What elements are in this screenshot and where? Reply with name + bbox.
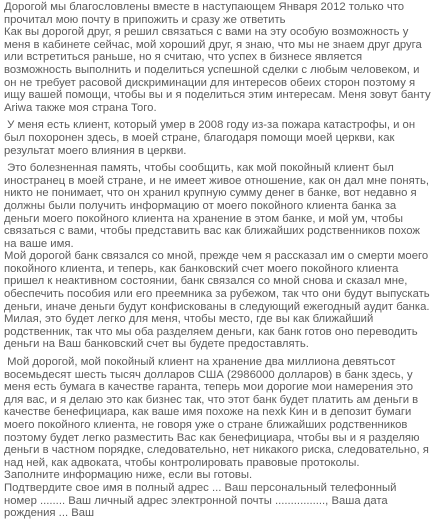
letter-greeting: Дорогой мы благословлены вместе в наступающем Января 2012 только что прочитал мою почту в припожить и сразу же ответить: [4, 1, 408, 26]
letter-proposal: Милая, это будет легко для меня, чтобы место, где вы как ближайший родственник, так что мы оба разделяем деньги, как банк готов оно переводить деньги на Ваш банковский счет вы будете предоставлять.: [4, 313, 421, 351]
letter-deposit-story: Это болезненная память, чтобы сообщить, как мой покойный клиент был иностранец в моей стране, и не имеет живое отношение, как он дал мне понять, никто не понимает, что он хранил крупную сумму денег в банке, вот недавно я должны были получить информацию от моего покойного клиента банка за деньги моего покойного клиента на хранение в этом банке, и мой ум, чтобы связаться с вами, чтобы представить вас как ближайших родственников похож на ваше имя.: [4, 162, 433, 250]
letter-introduction: Как вы дорогой друг, я решил связаться с вами на эту особую возможность у меня в кабинете сейчас, мой хороший друг, я знаю, что мы не знаем друг друга или встретиться раньше, но я считаю, что успех в бизнесе является возможность выполнить и поделиться успешной сделки с любым человеком, и он не требует расовой дискриминации для интересов обеих сторон поэтому я ищу вашей помощи, чтобы вы и я поделиться этим интересам. Меня зовут банту Ariwa также моя страна Того.: [4, 26, 434, 114]
letter-info-request: Подтвердите свое имя в полный адрес ... Ваш персональный телефонный номер ........ Ваш личный адрес электронной почты ................, Ваша дата рождения ... Ваш: [4, 481, 400, 520]
letter-bank-contact: Мой дорогой банк связался со мной, прежде чем я рассказал им о смерти моего покойного клиента, и теперь, как банковский счет моего покойного клиента пришел к неактивном состоянии, банк связался со мной снова и сказал мне, обеспечить пособия или его преемника за рубежом, так что они будут выпускать деньги, иначе деньги будут конфискованы в следующий ежегодный аудит банка.: [4, 250, 433, 313]
letter-late-client: У меня есть клиент, который умер в 2008 году из-за пожара катастрофы, и он был похоронен здесь, в моей стране, благодаря помощи моей церкви, как результат моего влияния в церкви.: [4, 119, 419, 157]
letter-instruction: Заполните информацию ниже, если вы готовы.: [4, 469, 253, 482]
letter-deposit-amount: Мой дорогой, мой покойный клиент на хранение два миллиона девятьсот восемьдесят шесть тысяч долларов США (2986000 долларов) в банк здесь, у меня есть бумага в качестве гаранта, теперь мои дорогие мои намерения это для вас, и я делаю это как бизнес так, что этот банк будет платить ам деньги в качестве бенефициара, как ваше имя похоже на nexk Кин и в депозит бумаги моего покойного клиента, не говоря уже о стране ближайших родственников поэтому будет легко разместить Вас как бенефициара, чтобы вы и я разделяю деньги в частном порядке, следовательно, нет никакого риска, следовательно, я над ней, как адвоката, чтобы контролировать правовые протоколы.: [4, 356, 432, 469]
